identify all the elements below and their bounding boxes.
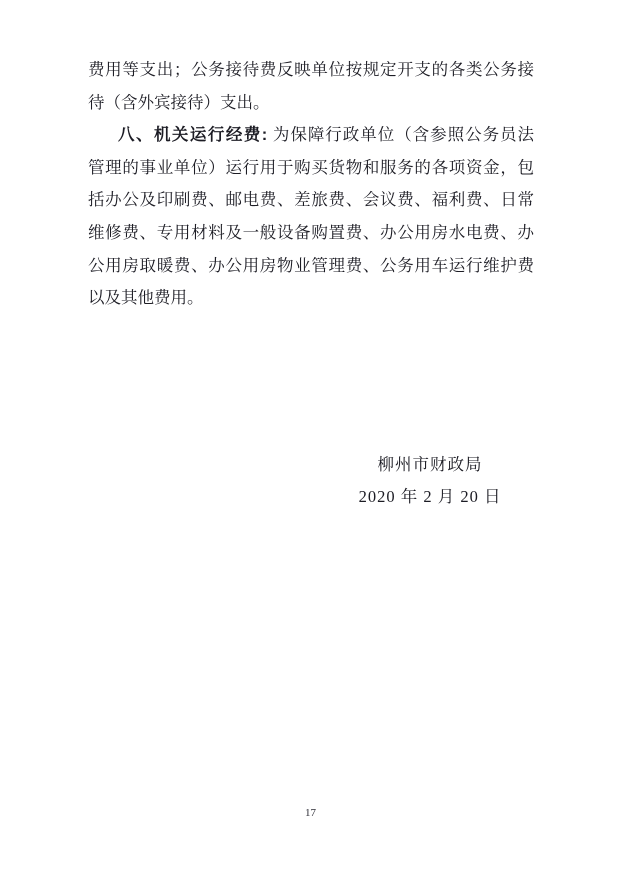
page-number: 17 [305,807,316,819]
section-heading: 八、机关运行经费: [118,126,268,145]
paragraph1-line1: 费用等支出；公务接待费反映单位按规定开支的各类公务接 [88,60,534,79]
signature-issuer: 柳州市财政局 [377,455,483,474]
paragraph2-line2: 管理的事业单位）运行用于购买货物和服务的各项资金，包 [88,157,534,177]
document-body [88,54,534,315]
paragraph2-line1 [88,119,534,152]
paragraph1-line2: 待（含外宾接待）支出。 [88,92,270,112]
paragraph2-line6: 以及其他费用。 [88,288,204,308]
paragraph2-line3: 括办公及印刷费、邮电费、差旅费、会议费、福利费、日常 [88,190,534,210]
signature-block [320,449,540,512]
paragraph2-line4: 维修费、专用材料及一般设备购置费、办公用房水电费、办 [88,222,534,242]
paragraph2-line5: 公用房取暖费、办公用房物业管理费、公务用车运行维护费 [88,255,534,275]
signature-date: 2020 年 2 月 20 日 [358,486,502,506]
paragraph2-line1-rest: 为保障行政单位（含参照公务员法 [272,125,534,145]
